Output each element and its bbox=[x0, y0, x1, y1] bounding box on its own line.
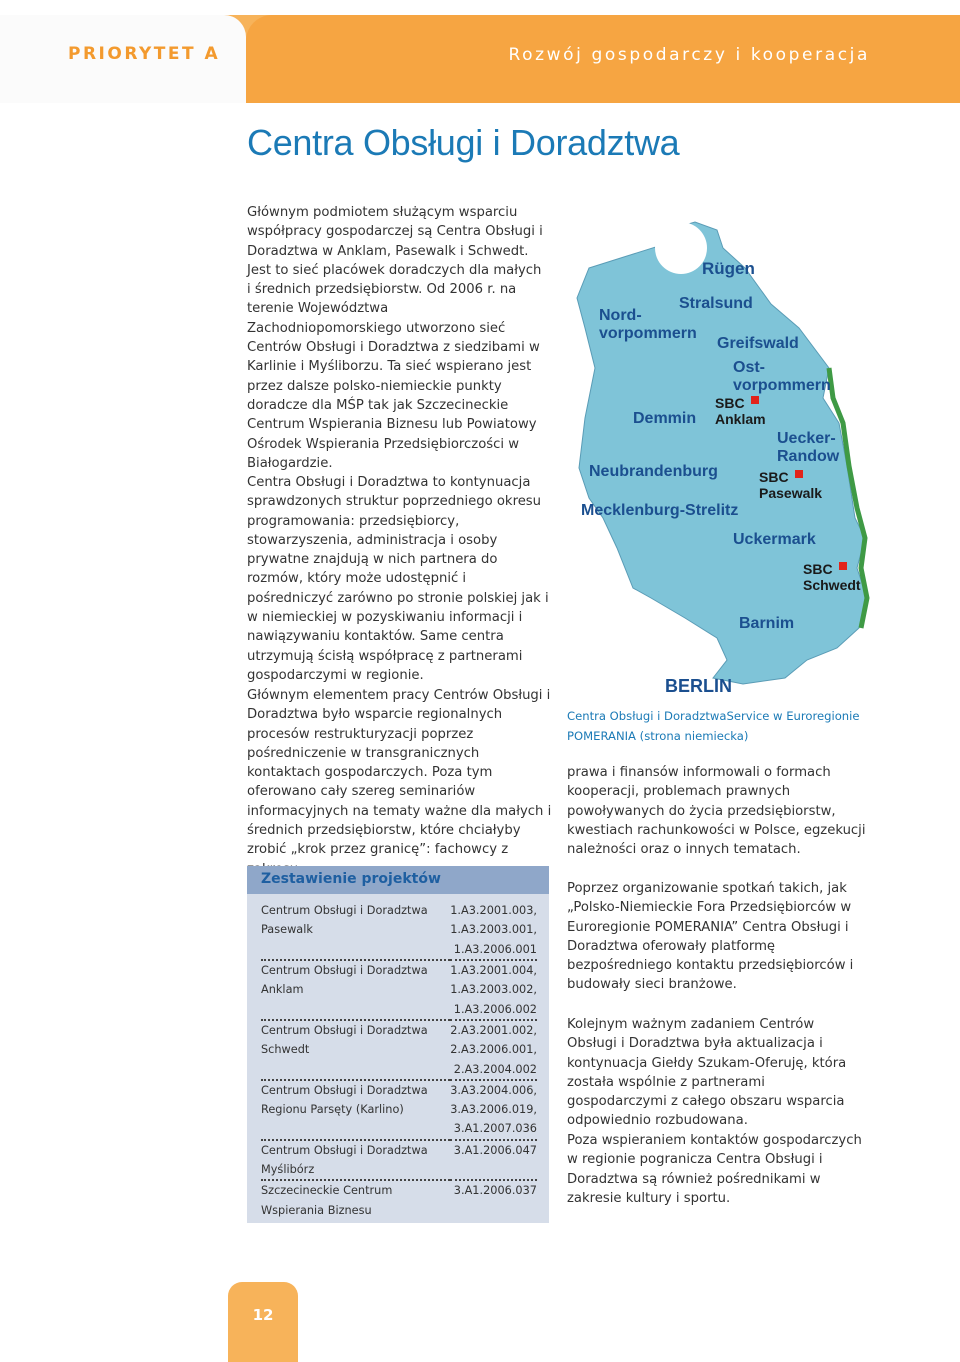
left-paragraph-3 bbox=[247, 686, 552, 879]
project-name-cell: Regionu Parsęty (Karlino) bbox=[261, 1103, 404, 1117]
map-label: Uecker- bbox=[777, 430, 836, 447]
project-name-cell: Centrum Obsługi i Doradztwa bbox=[261, 1083, 428, 1097]
map-caption: Centra Obsługi i DoradztwaService w Euroregionie POMERANIA (strona niemiecka) bbox=[567, 709, 860, 743]
project-row bbox=[261, 1040, 537, 1059]
paragraph-text: Poza wspieraniem kontaktów gospodarczych w regionie pogranicza Centra Obsługi i Doradztwa są również pośrednikami w zakresie kultury i sportu. bbox=[567, 1133, 862, 1206]
project-number-cell: 1.A3.2001.004, bbox=[450, 964, 537, 978]
map-label: Mecklenburg-Strelitz bbox=[581, 502, 739, 519]
sbc-marker-pasewalk bbox=[795, 470, 803, 478]
project-number-cell: 1.A3.2006.001 bbox=[450, 940, 537, 960]
project-row bbox=[261, 1160, 537, 1180]
page-title: Centra Obsługi i Doradztwa bbox=[247, 122, 680, 163]
project-number-cell: 1.A3.2001.003, bbox=[450, 904, 537, 918]
project-row bbox=[261, 1020, 537, 1040]
project-row bbox=[261, 999, 537, 1019]
right-paragraph-2 bbox=[567, 879, 872, 995]
euroregion-map bbox=[567, 208, 870, 701]
project-row bbox=[261, 1059, 537, 1079]
project-row bbox=[261, 1200, 537, 1219]
project-number-cell: 3.A1.2007.036 bbox=[450, 1119, 537, 1139]
project-row bbox=[261, 980, 537, 999]
map-label: Anklam bbox=[715, 411, 766, 427]
map-label: vorpommern bbox=[733, 377, 831, 394]
project-number-cell: 2.A3.2006.001, bbox=[450, 1043, 537, 1057]
right-paragraph-4 bbox=[567, 1131, 872, 1208]
project-name-cell bbox=[261, 999, 450, 1019]
project-name-cell: Pasewalk bbox=[261, 923, 313, 937]
right-paragraph-3 bbox=[567, 1015, 867, 1131]
project-number-cell: 1.A3.2006.002 bbox=[450, 999, 537, 1019]
map-sea-inlet bbox=[655, 222, 707, 274]
project-name-cell: Centrum Obsługi i Doradztwa bbox=[261, 964, 428, 978]
project-row bbox=[261, 1180, 537, 1200]
page-header bbox=[0, 0, 960, 103]
project-number-cell: 1.A3.2003.001, bbox=[450, 923, 537, 937]
map-label: Greifswald bbox=[717, 335, 799, 352]
project-row bbox=[261, 1080, 537, 1100]
map-sbc-label: SBC bbox=[759, 469, 789, 485]
map-label: Nord- bbox=[599, 307, 642, 324]
paragraph-text: Głównym podmiotem służącym wsparciu współpracy gospodarczej są Centra Obsługi i Doradztwa w Anklam, Pasewalk i Schwedt. Jest to sieć placówek doradczych dla małych i średnich przedsiębiorstw. Od 2006 r. na terenie Województwa Zachodniopomorskiego utworzono sieć Centrów Obsługi i Doradztwa z siedzibami w Karlinie i Myśliborzu. Ta sieć wspierano jest przez dalsze polsko-niemieckie punkty doradcze dla MŚP tak jak Szczecineckie Centrum Wspierania Biznesu lub Powiatowy Ośrodek Wspierania Przedsiębiorczości w Białogardzie. bbox=[247, 205, 543, 471]
project-name-cell: Anklam bbox=[261, 983, 304, 997]
project-row bbox=[261, 940, 537, 960]
map-label: vorpommern bbox=[599, 325, 697, 342]
project-name-cell: Wspierania Biznesu bbox=[261, 1203, 372, 1217]
project-row bbox=[261, 960, 537, 980]
paragraph-text: Głównym elementem pracy Centrów Obsługi i Doradztwa było wsparcie regionalnych procesów restrukturyzacji poprzez pośredniczenie w transgranicznych kontaktach gospodarczych. Poza tym oferowano cały szereg seminariów informacyjnych na tematy ważne dla małych i średnich przedsiębiorstw, które chciałyby zrobić „krok przez granicę”: fachowcy z bbox=[247, 688, 552, 858]
paragraph-text: Kolejnym ważnym zadaniem Centrów Obsługi i Doradztwa była aktualizacja i kontynuacja Giełdy Szukam-Oferuję, która została wspólnie z partnerami gospodarczymi z całego obszaru wsparcia odpowiednio rozbudowana. bbox=[567, 1017, 847, 1129]
paragraph-text: Centra Obsługi i Doradztwa to kontynuacja sprawdzonych struktur poprzedniego okresu programowania: przedsiębiorcy, stowarzyszenia, administracja i osoby prywatne znajdują w nich partnera do rozmów, który może udostępnić i pośredniczyć zarówno po stronie polskiej jak i w niemieckiej w pozyskiwaniu informacji i nawiązywaniu kontaktów. Same centra utrzymują ścisłą współpracę z partnerami gospodarczymi w regionie. bbox=[247, 475, 549, 683]
project-name-cell: Centrum Obsługi i Doradztwa bbox=[261, 904, 428, 918]
left-paragraph-2 bbox=[247, 473, 552, 685]
paragraph-text: prawa i finansów informowali o formach kooperacji, problemach prawnych powoływanych do życia przedsiębiorstw, kwestiach rachunkowości w Polsce, egzekucji należności oraz o innych tematach. bbox=[567, 765, 866, 858]
map-label: Uckermark bbox=[733, 531, 816, 548]
project-name-cell: Szczecineckie Centrum bbox=[261, 1184, 393, 1198]
projects-box-header bbox=[247, 866, 549, 894]
project-number-cell: 2.A3.2001.002, bbox=[450, 1023, 537, 1037]
map-label: Ost- bbox=[733, 359, 765, 376]
project-name-cell: Schwedt bbox=[261, 1043, 310, 1057]
map-label: Neubrandenburg bbox=[589, 463, 718, 480]
project-number-cell: 3.A1.2006.037 bbox=[453, 1184, 537, 1198]
project-number-cell: 1.A3.2003.002, bbox=[450, 983, 537, 997]
page-number-tab bbox=[228, 1282, 298, 1362]
priority-label: PRIORYTET A bbox=[68, 44, 221, 64]
project-number-cell: 3.A3.2006.019, bbox=[450, 1103, 537, 1117]
project-row bbox=[261, 1119, 537, 1139]
project-number-cell: 2.A3.2004.002 bbox=[450, 1059, 537, 1079]
sbc-marker-schwedt bbox=[839, 562, 847, 570]
project-number-cell: 3.A1.2006.047 bbox=[453, 1143, 537, 1157]
projects-title: Zestawienie projektów bbox=[261, 871, 441, 887]
project-name-cell: Centrum Obsługi i Doradztwa bbox=[261, 1143, 428, 1157]
project-row bbox=[261, 920, 537, 939]
project-row bbox=[261, 1100, 537, 1119]
map-label: Schwedt bbox=[803, 577, 861, 593]
page-number: 12 bbox=[252, 1306, 274, 1324]
left-paragraph-1 bbox=[247, 203, 547, 473]
project-name-cell: Centrum Obsługi i Doradztwa bbox=[261, 1023, 428, 1037]
project-number-cell: 3.A3.2004.006, bbox=[450, 1083, 537, 1097]
project-name-cell bbox=[261, 1059, 450, 1079]
map-sbc-label: SBC bbox=[715, 395, 745, 411]
map-label: Barnim bbox=[739, 615, 795, 632]
category-label: Rozwój gospodarczy i kooperacja bbox=[508, 45, 870, 65]
map-label: Stralsund bbox=[679, 295, 753, 312]
sbc-marker-anklam bbox=[751, 396, 759, 404]
map-sbc-label: SBC bbox=[803, 561, 833, 577]
project-row bbox=[261, 1140, 537, 1160]
project-name-cell bbox=[261, 1119, 450, 1139]
project-number-cell bbox=[450, 1200, 537, 1219]
paragraph-text: Poprzez organizowanie spotkań takich, jak „Polsko-Niemieckie Fora Przedsiębiorców w Euroregionie POMERANIA” Centra Obsługi i Doradztwa oferowały platformę bezpośredniego kontaktu przedsiębiorców i budowały sieci branżowe. bbox=[567, 881, 854, 993]
map-label: Pasewalk bbox=[759, 485, 823, 501]
project-number-cell bbox=[450, 1160, 537, 1180]
project-row bbox=[261, 901, 537, 920]
map-label: Rügen bbox=[702, 259, 755, 278]
project-name-cell bbox=[261, 940, 450, 960]
projects-box bbox=[247, 866, 549, 1223]
map-label: Randow bbox=[777, 448, 840, 465]
projects-table bbox=[261, 901, 537, 1220]
project-name-cell: Myślibórz bbox=[261, 1160, 450, 1180]
right-paragraph-1 bbox=[567, 763, 867, 859]
map-label: Demmin bbox=[633, 410, 697, 427]
map-label: BERLIN bbox=[665, 676, 732, 696]
